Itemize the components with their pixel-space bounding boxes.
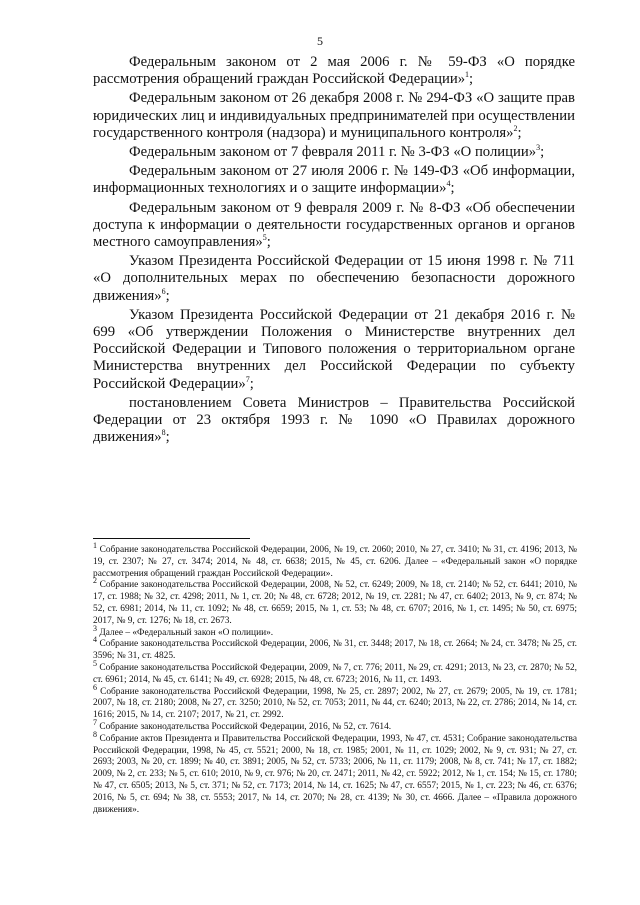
paragraph-tail: ; [165,429,170,446]
footnote-text: Далее – «Федеральный закон «О полиции». [99,627,274,638]
footnotes [93,540,578,816]
body-text [93,54,575,448]
paragraph-text: Федеральным законом от 27 июля 2006 г. № 149-ФЗ «Об информации, информационных технологиях и о защите информации» [93,163,575,197]
paragraph-text: Федеральным законом от 26 декабря 2008 г. № 294-ФЗ «О защите прав юридических лиц и индивидуальных предпринимателей при осуществлении государственного контроля (надзора) и муниципального контроля» [93,90,575,141]
paragraph-tail: ; [249,375,254,392]
paragraph-tail: ; [165,287,170,304]
footnote-number: 4 [93,635,97,645]
footnote-separator [93,538,250,539]
footnote-number: 5 [93,658,97,668]
footnote-text: Собрание законодательства Российской Федерации, 2009, № 7, ст. 776; 2011, № 29, ст. 4291; 2013, № 23, ст. 2870; № 52, ст. 6961; 2014, № 45, ст. 6141; № 49, ст. 6928; 2015, № 48, ст. 6723; 2016, № 11, ст. 1493. [93,662,577,685]
paragraph-decree-699 [93,307,575,393]
footnote-number: 8 [93,729,97,739]
footnote-ref[interactable]: 2 [513,123,518,133]
footnote-ref[interactable]: 5 [262,233,267,243]
paragraph-text: Федеральным законом от 9 февраля 2009 г. № 8-ФЗ «Об обеспечении доступа к информации о деятельности государственных органов и органов местного самоуправления» [93,199,575,251]
paragraph-law-3fz [93,144,575,161]
paragraph-tail: ; [540,144,545,161]
paragraph-law-8fz [93,200,575,252]
footnote-text: Собрание законодательства Российской Федерации, 2008, № 52, ст. 6249; 2009, № 18, ст. 2140; № 52, ст. 6441; 2010, № 17, ст. 1988; № 32, ст. 4298; 2011, № 1, ст. 20; № 48, ст. 6728; 2012, № 19, ст. 2281; № 47, ст. 6402; 2013, № 9, ст. 874; № 52, ст. 6981; 2014, № 11, ст. 1092; № 48, ст. 6659; 2015, № 1, ст. 53; № 48, ст. 6707; 2016, № 1, ст. 1495; № 50, ст. 6975; 2017, № 9, ст. 1276; № 18, ст. 2673. [93,580,577,626]
footnote-ref[interactable]: 7 [245,374,250,384]
footnote-text: Собрание законодательства Российской Федерации, 2006, № 31, ст. 3448; 2017, № 18, ст. 2664; № 24, ст. 3478; № 25, ст. 3596; № 31, ст. 4825. [93,639,578,662]
paragraph-text: Федеральным законом от 7 февраля 2011 г. № 3-ФЗ «О полиции» [129,144,537,161]
footnote-1 [93,540,577,580]
footnote-number: 3 [93,623,97,633]
paragraph-tail: ; [469,71,474,88]
footnote-number: 1 [93,540,97,550]
footnote-6 [93,682,578,722]
footnote-ref[interactable]: 6 [161,286,166,296]
footnote-3 [93,623,577,640]
paragraph-law-59fz [93,54,575,88]
footnote-text: Собрание законодательства Российской Федерации, 1998, № 25, ст. 2897; 2002, № 27, ст. 2679; 2005, № 19, ст. 1781; 2007, № 18, ст. 2180; 2008, № 27, ст. 3250; 2010, № 52, ст. 7053; 2011, № 44, ст. 6240; 2013, № 22, ст. 2786; 2014, № 14, ст. 1616; 2015, № 14, ст. 2107; 2017, № 21, ст. 2992. [93,686,578,721]
footnote-number: 7 [93,717,97,727]
paragraph-tail: ; [517,124,522,141]
footnote-4 [93,635,578,663]
footnote-text: Собрание законодательства Российской Федерации, 2016, № 52, ст. 7614. [99,721,392,732]
paragraph-resolution-1090 [93,395,575,447]
paragraph-law-149fz [93,163,575,197]
paragraph-text: постановлением Совета Министров – Правительства Российской Федерации от 23 октября 1993 г. № 1090 «О Правилах дорожного движения» [93,394,575,446]
paragraph-law-294fz [93,90,575,142]
footnote-text: Собрание законодательства Российской Федерации, 2006, № 19, ст. 2060; 2010, № 27, ст. 3410; № 31, ст. 4196; 2013, № 19, ст. 2307; № 27, ст. 3474; 2014, № 48, ст. 6638; 2015, № 45, ст. 6206. Далее – «Федеральный закон «О порядке рассмотрения обращений граждан Российской Федерации». [93,545,577,579]
footnote-number: 6 [93,682,97,692]
footnote-7 [93,717,577,734]
paragraph-tail: ; [266,234,271,251]
footnote-ref[interactable]: 8 [161,428,166,438]
footnote-text: Собрание актов Президента и Правительства Российской Федерации, 1993, № 47, ст. 4531; Собрание законодательства Российской Федерации, 1998, № 45, ст. 5521; 2000, № 18, ст. 1985; 2001, № 11, ст. 1029; 2002, № 9, ст. 931; № 27, ст. 2693; 2003, № 20, ст. 1899; № 40, ст. 3891; 2005, № 52, ст. 5733; 2006, № 11, ст. 1179; 2008, № 8, ст. 741; № 17, ст. 1882; 2009, № 2, ст. 233; № 5, ст. 610; 2010, № 9, ст. 976; № 20, ст. 2471; 2011, № 42, ст. 5922; 2012, № 1, ст. 154; № 15, ст. 1780; № 47, ст. 6505; 2013, № 5, ст. 371; № 52, ст. 7173; 2014, № 14, ст. 1625; № 47, ст. 6557; 2015, № 1, ст. 223; № 46, ст. 6376; 2016, № 5, ст. 694; № 38, ст. 5553; 2017, № 14, ст. 2070; № 28, ст. 4139; № 30, ст. 4666. Далее – «Правила дорожного движения». [93,733,577,815]
footnote-ref[interactable]: 4 [446,179,451,189]
footnote-5 [93,658,577,687]
footnote-2 [93,576,577,627]
paragraph-tail: ; [450,180,455,197]
footnote-ref[interactable]: 1 [465,70,470,80]
footnote-ref[interactable]: 3 [536,143,541,153]
page-number: 5 [317,34,323,48]
paragraph-text: Указом Президента Российской Федерации от 15 июня 1998 г. № 711 «О дополнительных мерах по обеспечению безопасности дорожного движения» [93,253,575,304]
paragraph-text: Указом Президента Российской Федерации от 21 декабря 2016 г. № 699 «Об утверждении Положения о Министерстве внутренних дел Российской Федерации и Типового положения о территориальном органе Министерства внутренних дел Российской Федерации по субъекту Российской Федерации» [93,306,575,392]
footnote-8 [93,729,577,817]
paragraph-decree-711 [93,253,575,305]
paragraph-text: Федеральным законом от 2 мая 2006 г. № 59-ФЗ «О порядке рассмотрения обращений граждан Российской Федерации» [93,54,575,88]
footnote-number: 2 [93,576,97,586]
